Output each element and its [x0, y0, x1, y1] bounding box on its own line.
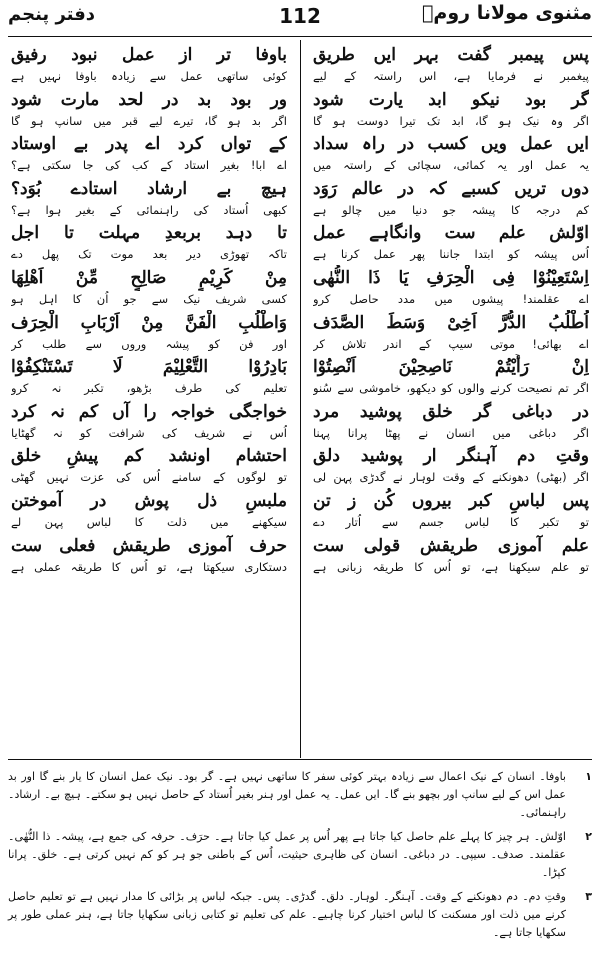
- couplet: [11, 399, 287, 444]
- verse-translation: اُس پیشہ کو ابتدا جاننا پھر عمل کرنا ہے: [313, 247, 589, 262]
- verse-line: اُطْلُبُ الدُّرَّ اَخِیْ وَسَطَ الصَّدَف: [313, 312, 589, 333]
- verse-line: احتشام اونشد کم پیشِ خلق: [11, 446, 287, 467]
- verse-line: در دباغی گر خلق پوشید مرد: [313, 401, 589, 422]
- verse-line: پس پیمبر گفت بہر ایں طریق: [313, 45, 589, 65]
- column-divider: [300, 40, 301, 758]
- footnote-text: وقتِ دم۔ دم دھونکنے کے وقت۔ آہنگر۔ لوہار۔ دلق۔ گدڑی۔ پس۔ جبکہ لباس پر بڑائی کا مدار نہیں ہے تو تعلیم حاصل کرنے میں ذلت اور مسکنت کا لباس اختیار کرنا چاہیے۔ علم کی تعلیم تو کتابی زبانی سکھایا جاتا ہے، ہنر عملی طور پر سکھایا جاتا ہے۔: [8, 890, 566, 939]
- verse-column-left: [11, 42, 287, 756]
- verse-translation: تو تکبر کا لباس جسم سے اُتار دے: [313, 514, 589, 529]
- couplet: [313, 131, 589, 176]
- verse-translation: اگر بد ہو گا، تیرے لیے قبر میں سانپ ہو گا: [11, 113, 287, 128]
- verse-translation: سیکھنے میں ذلت کا لباس پہن لے: [11, 514, 287, 529]
- verse-translation: اور فن کو پیشہ وروں سے طلب کر: [11, 336, 287, 351]
- verse-line: وقتِ دم آہنگر ار پوشید دلق: [313, 446, 589, 467]
- verse-line: وَاطْلُبِ الْفَنَّ مِنْ اَرْبَابِ الْحِرَف: [11, 312, 287, 333]
- verse-line: علم آموزی طریقش قولی ست: [313, 535, 589, 556]
- verse-translation: اُس نے شریف کی شرافت کو نہ گھٹایا: [11, 425, 287, 440]
- footnote-number: ۲: [585, 830, 592, 843]
- couplet: [11, 443, 287, 488]
- verse-line: اِنْ رَأَیْتُمْ نَاصِحِیْنَ اَنْصِتُوْا: [313, 357, 589, 378]
- couplet: [11, 488, 287, 533]
- couplet: [11, 176, 287, 221]
- verse-translation: اگر تم نصیحت کرنے والوں کو دیکھو، خاموشی سے سُنو: [313, 381, 589, 396]
- couplet: [11, 533, 287, 578]
- footnotes: [8, 768, 592, 948]
- verse-translation: اے عقلمند! پیشوں میں مدد حاصل کرو: [313, 291, 589, 306]
- verse-translation: یہ عمل اور یہ کمائی، سچائی کے راستہ میں: [313, 158, 589, 173]
- footnote-number: ۱: [585, 770, 592, 783]
- header-rule: [8, 36, 592, 37]
- couplet: [11, 265, 287, 310]
- couplet: [313, 42, 589, 87]
- verse-translation: اے ابا! بغیر استاد کے کب کی جا سکتی ہے؟: [11, 158, 287, 173]
- verse-translation: اگر وہ نیک ہو گا، ابد تک تیرا دوست ہو گا: [313, 113, 589, 128]
- footnote: [8, 828, 592, 882]
- verse-translation: کسی شریف نیک سے جو اُن کا اہل ہو: [11, 291, 287, 306]
- couplet: [313, 220, 589, 265]
- verse-line: کے تواں کرد اے پدر بے اوستاد: [11, 134, 287, 155]
- footnote: [8, 888, 592, 942]
- footnote-rule: [8, 759, 592, 760]
- verse-translation: تعلیم کی طرف بڑھو، تکبر نہ کرو: [11, 381, 287, 396]
- verse-line: ایں عمل ویں کسب در راہ سداد: [313, 134, 589, 155]
- verse-column-right: [313, 42, 589, 756]
- footnote-text: باوفا۔ انسان کے نیک اعمال سے زیادہ بہتر کوئی سفر کا ساتھی نہیں ہے۔ گر بود۔ نیک عمل انسان کا یار بنے گا اور بد عمل اس کے لیے سانپ اور بچھو بنے گا۔ ایں عمل۔ یہ عمل اور ہنر بغیر اُستاد کے حاصل نہیں ہو سکتے۔ ہیچ بے۔ ارشاد۔ راہنمائی۔: [8, 770, 566, 819]
- verse-line: تا دہد بربعدِ مہلت تا اجل: [11, 223, 287, 244]
- verse-translation: اگر دباغی میں انسان نے پھٹا پرانا پہنا: [313, 425, 589, 440]
- verse-translation: اے بھائی! موتی سیپ کے اندر تلاش کر: [313, 336, 589, 351]
- couplet: [11, 131, 287, 176]
- verse-line: گر بود نیکو ابد یارت شود: [313, 89, 589, 110]
- verse-translation: پیغمبر نے فرمایا ہے، اس راستہ کے لیے: [313, 69, 589, 83]
- page-header: [0, 0, 600, 36]
- verse-line: پس لباسِ کبر بیروں کُن ز تن: [313, 490, 589, 511]
- footnote: [8, 768, 592, 822]
- verse-line: ملبسِ ذل پوش در آموختن: [11, 490, 287, 511]
- verse-translation: اگر (بھٹی) دھونکنے کے وقت لوہار نے گدڑی پہن لی: [313, 470, 589, 485]
- couplet: [313, 87, 589, 132]
- verse-line: دوں تریں کسبے کہ در عالم رَوَد: [313, 178, 589, 199]
- footnote-text: اوّلش۔ ہر چیز کا پہلے علم حاصل کیا جاتا ہے پھر اُس پر عمل کیا جاتا ہے۔ حرَف۔ حرفہ کی جمع ہے، پیشہ۔ ذا النُّھٰی۔ عقلمند۔ صدف۔ سیپی۔ در دباغی۔ انسان کی ظاہری حیثیت، اُس کے باطنی جو ہر کو کم نہیں کرتی ہے۔ خلق۔ پرانا کپڑا۔: [8, 830, 566, 879]
- couplet: [313, 488, 589, 533]
- footnote-number: ۳: [585, 890, 592, 903]
- verse-line: خواجگی خواجہ را آں کم نہ کرد: [11, 401, 287, 422]
- couplet: [313, 443, 589, 488]
- couplet: [11, 220, 287, 265]
- couplet: [313, 265, 589, 310]
- page-number: 112: [279, 4, 321, 28]
- verse-translation: کم درجہ کا پیشہ جو دنیا میں چالو ہے: [313, 202, 589, 217]
- couplet: [11, 42, 287, 87]
- verse-line: حرف آموزی طریقش فعلی ست: [11, 535, 287, 556]
- book-title: مثنوی مولانا رومؒ: [422, 2, 592, 24]
- volume-label: دفتر پنجم: [8, 4, 96, 25]
- verse-line: اِسْتَعِیْنُوْا فِی الْحِرَفِ یَا ذَا النُّھٰی: [313, 267, 589, 288]
- couplet: [11, 87, 287, 132]
- verse-line: باوفا تر از عمل نبود رفیق: [11, 45, 287, 65]
- verse-translation: کبھی اُستاد کی راہنمائی کے بغیر ہوا ہے؟: [11, 202, 287, 217]
- couplet: [313, 176, 589, 221]
- verse-translation: تو لوگوں کے سامنے اُس کی عزت نہیں گھٹی: [11, 470, 287, 485]
- verse-line: ور بود بد در لحد مارت شود: [11, 89, 287, 110]
- verse-line: بَادِرُوْا التَّعْلِیْمَ لَا تَسْتَنْکِفُوْا: [11, 357, 287, 378]
- verse-translation: دستکاری سیکھتا ہے، تو اُس کا طریقہ عملی ہے: [11, 559, 287, 574]
- verse-line: مِنْ کَرِیْمٍ صَالِحٍ مِّنْ اَھْلِھَا: [11, 267, 287, 288]
- verse-line: ہیچ بے ارشاد استادے بُوَد؟: [11, 178, 287, 199]
- couplet: [11, 310, 287, 355]
- couplet: [313, 310, 589, 355]
- couplet: [313, 354, 589, 399]
- couplet: [313, 399, 589, 444]
- verse-translation: تو علم سیکھنا ہے، تو اُس کا طریقہ زبانی ہے: [313, 559, 589, 574]
- verse-translation: تاکہ تھوڑی دیر بعد موت تک پھل دے: [11, 247, 287, 262]
- verse-translation: کوئی ساتھی عمل سے زیادہ باوفا نہیں ہے: [11, 69, 287, 83]
- verse-line: اوّلش علم ست وانگاہے عمل: [313, 223, 589, 244]
- couplet: [11, 354, 287, 399]
- couplet: [313, 533, 589, 578]
